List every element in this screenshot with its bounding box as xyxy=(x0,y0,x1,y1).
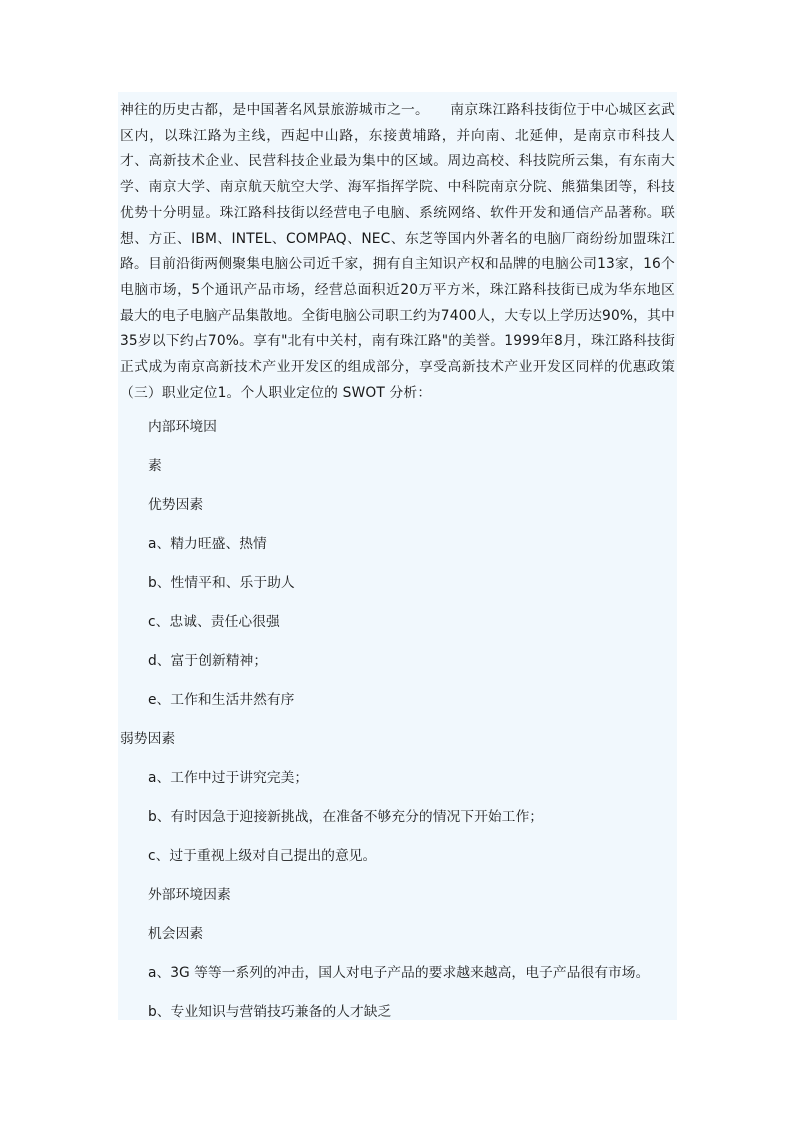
strength-item: b、性情平和、乐于助人 xyxy=(148,575,295,591)
external-env-heading: 外部环境因素 xyxy=(148,887,231,903)
weakness-item: a、工作中过于讲究完美； xyxy=(148,770,309,786)
internal-env-label: 内部环境因 xyxy=(148,419,217,435)
intro-paragraph: 神往的历史古都，是中国著名风景旅游城市之一。 南京珠江路科技街位于中心城区玄武区内，以珠江路为主线，西起中山路，东接黄埔路，并向南、北延伸，是南京市科技人才、高新技术企业、民营科技企业最为集中的区域。周边高校、科技院所云集，有东南大学、南京大学、南京航天航空大学、海军指挥学院、中科院南京分院、熊猫集团等，科技优势十分明显。珠江路科技街以经营电子电脑、系统网络、软件开发和通信产品著称。联想、方正、IBM、INTEL、COMPAQ、NEC、东芝等国内外著名的电脑厂商纷纷加盟珠江路。目前沿街两侧聚集电脑公司近千家，拥有自主知识产权和品牌的电脑公司13家，16个电脑市场，5个通讯产品市场，经营总面积近20万平方米，珠江路科技街已成为华东地区最大的电子电脑产品集散地。全街电脑公司职工约为7400人，大专以上学历达90%，其中35岁以下约占70%。享有"北有中关村，南有珠江路"的美誉。1999年8月，珠江路科技街正式成为南京高新技术产业开发区的组成部分，享受高新技术产业开发区同样的优惠政策（三）职业定位1。个人职业定位的 SWOT 分析： xyxy=(120,102,675,401)
document-content xyxy=(118,92,677,1020)
strength-item: d、富于创新精神； xyxy=(148,653,268,669)
weakness-item: b、有时因急于迎接新挑战，在准备不够充分的情况下开始工作； xyxy=(148,809,544,825)
opportunities-heading: 机会因素 xyxy=(148,926,204,942)
opportunity-item: a、3G 等等一系列的冲击，国人对电子产品的要求越来越高，电子产品很有市场。 xyxy=(148,965,650,981)
strength-item: c、忠诚、责任心很强 xyxy=(148,614,280,630)
internal-env-label-cont: 素 xyxy=(148,458,162,474)
strengths-heading: 优势因素 xyxy=(148,497,204,513)
weakness-item: c、过于重视上级对自己提出的意见。 xyxy=(148,848,377,864)
weaknesses-heading: 弱势因素 xyxy=(120,731,176,747)
strength-item: e、工作和生活井然有序 xyxy=(148,692,295,708)
opportunity-item: b、专业知识与营销技巧兼备的人才缺乏 xyxy=(148,1004,392,1020)
strength-item: a、精力旺盛、热情 xyxy=(148,536,267,552)
